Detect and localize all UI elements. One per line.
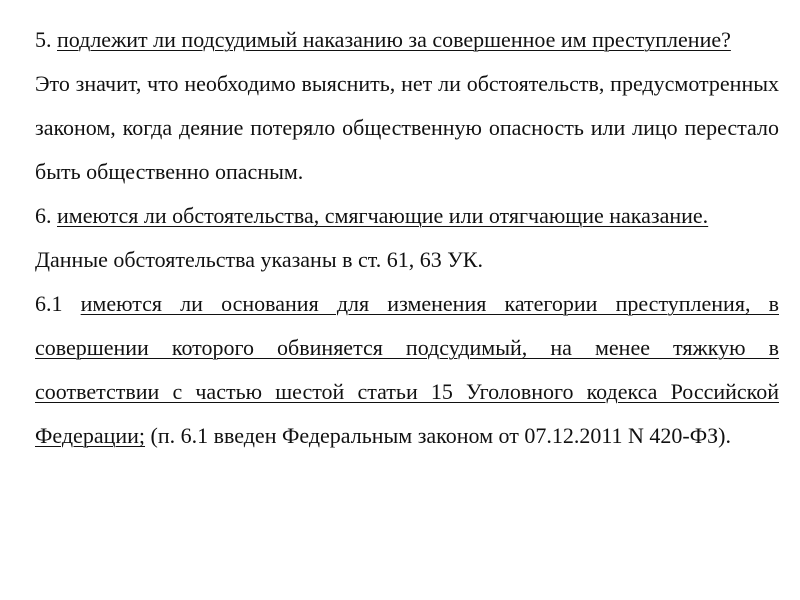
item-6-1-note: (п. 6.1 введен Федеральным законом от 07.12.2011 N 420-ФЗ). — [150, 423, 731, 448]
item-6-1-number: 6.1 — [35, 291, 63, 316]
item-6-1-question-text: имеются ли основания для изменения категории преступления, в совершении которого обвиняется подсудимый, на менее тяжкую в соответствии с частью шестой статьи 15 Уголовного кодекса Российской Федерации; — [35, 291, 779, 448]
item-5-explanation: Это значит, что необходимо выяснить, нет ли обстоятельств, предусмотренных законом, когда деяние потеряло общественную опасность или лицо перестало быть общественно опасным. — [35, 71, 779, 184]
item-5-question-text: подлежит ли подсудимый наказанию за совершенное им преступление? — [57, 27, 731, 52]
item-6-1-question — [35, 282, 779, 458]
item-6-question-text: имеются ли обстоятельства, смягчающие или отягчающие наказание. — [57, 203, 709, 228]
item-6-question — [35, 194, 779, 238]
document-text — [35, 18, 779, 458]
item-6-number: 6. — [35, 203, 52, 228]
item-5-question — [35, 18, 779, 62]
item-6-explanation: Данные обстоятельства указаны в ст. 61, 63 УК. — [35, 247, 483, 272]
item-5-number: 5. — [35, 27, 52, 52]
